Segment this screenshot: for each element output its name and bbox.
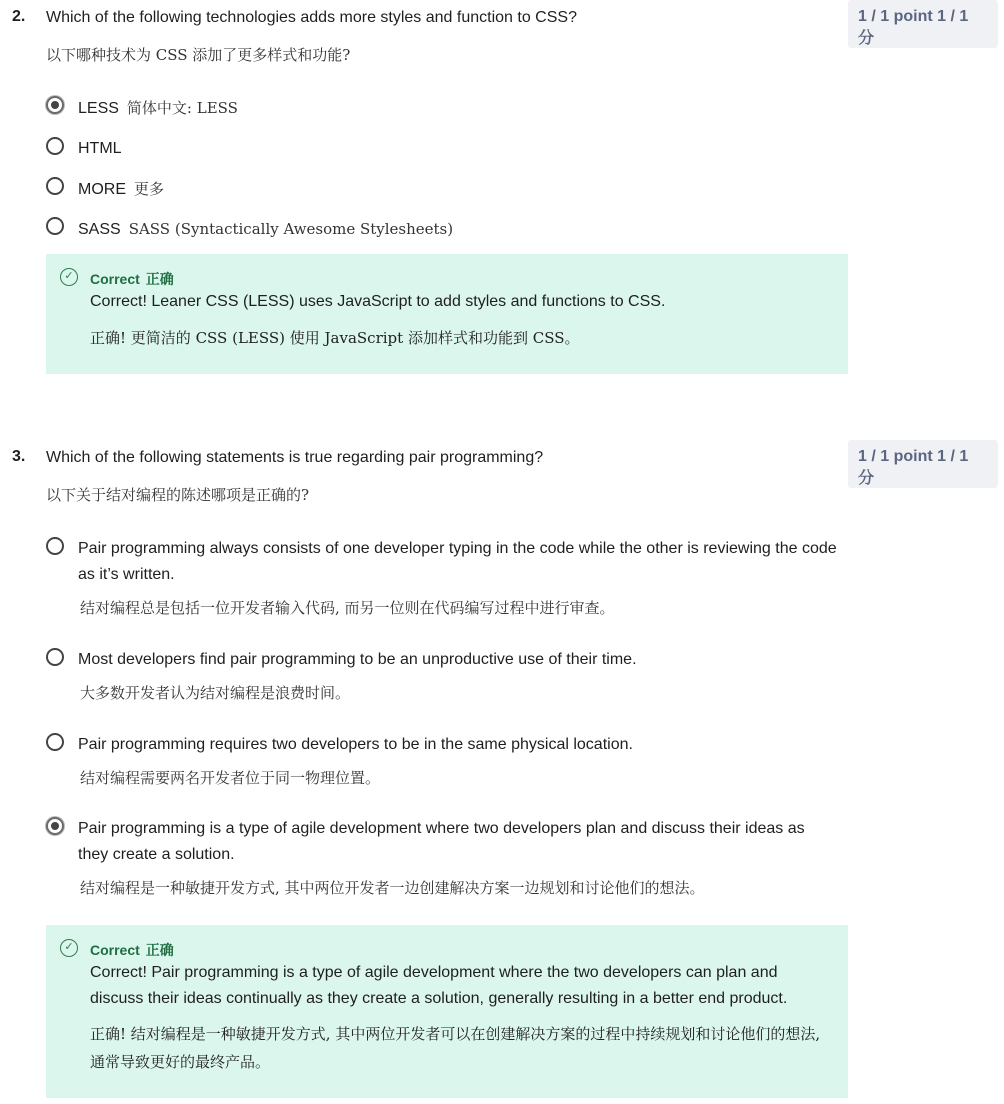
radio-button-icon[interactable] <box>46 137 64 155</box>
option-label: Most developers find pair programming to be an unproductive use of their time. <box>78 651 637 668</box>
option-label: SASS <box>78 221 121 238</box>
option-label-cn: 结对编程是一种敏捷开发方式, 其中两位开发者一边创建解决方案一边规划和讨论他们的想法。 <box>80 879 705 897</box>
feedback-text-cn: 正确! 更简洁的 CSS (LESS) 使用 JavaScript 添加样式和功能到 CSS。 <box>90 329 580 347</box>
option-label: MORE <box>78 181 126 198</box>
option-label-cn: 结对编程总是包括一位开发者输入代码, 而另一位则在代码编写过程中进行审查。 <box>80 599 615 617</box>
radio-button-icon[interactable] <box>46 217 64 235</box>
question-number: 3. <box>12 448 26 465</box>
question-text: Which of the following technologies adds more styles and function to CSS? <box>46 9 577 26</box>
check-circle-icon: ✓ <box>60 268 78 286</box>
radio-button-icon[interactable] <box>46 537 64 555</box>
feedback-text-cn: 正确! 结对编程是一种敏捷开发方式, 其中两位开发者可以在创建解决方案的过程中持续规划和讨论他们的想法, 通常导致更好的最终产品。 <box>90 1025 821 1071</box>
question-text-cn: 以下哪种技术为 CSS 添加了更多样式和功能? <box>46 46 351 64</box>
feedback-label-cn: 正确 <box>145 943 174 959</box>
question-text: Which of the following statements is true regarding pair programming? <box>46 449 544 466</box>
question-number: 2. <box>12 8 26 25</box>
feedback-text: Correct! Pair programming is a type of agile development where the two developers can plan and discuss their ideas continually as they create a solution, generally resulting in a better end product. <box>90 964 788 1007</box>
feedback-label-cn: 正确 <box>145 272 174 288</box>
question-text-cn: 以下关于结对编程的陈述哪项是正确的? <box>46 486 310 504</box>
feedback-box <box>46 254 848 374</box>
radio-button-icon[interactable] <box>46 648 64 666</box>
radio-button-icon[interactable] <box>46 817 64 835</box>
option-label: Pair programming requires two developers to be in the same physical location. <box>78 736 633 753</box>
points-badge: 1 / 1 point 1 / 1 分 <box>848 0 998 48</box>
radio-button-icon[interactable] <box>46 96 64 114</box>
feedback-label: Correct <box>90 942 140 958</box>
option-label-cn: 大多数开发者认为结对编程是浪费时间。 <box>80 684 351 702</box>
option-label: HTML <box>78 140 122 157</box>
option-label: Pair programming always consists of one developer typing in the code while the other is reviewing the code as it’s written. <box>78 540 837 583</box>
option-label-cn: SASS (Syntactically Awesome Stylesheets) <box>128 220 454 238</box>
option-label-cn: 简体中文: LESS <box>126 99 238 117</box>
radio-button-icon[interactable] <box>46 733 64 751</box>
option-label-cn: 结对编程需要两名开发者位于同一物理位置。 <box>80 769 381 787</box>
radio-button-icon[interactable] <box>46 177 64 195</box>
feedback-box <box>46 925 848 1098</box>
option-label-cn: 更多 <box>134 180 165 198</box>
points-badge: 1 / 1 point 1 / 1 分 <box>848 440 998 488</box>
feedback-label: Correct <box>90 271 140 287</box>
check-circle-icon: ✓ <box>60 939 78 957</box>
feedback-text: Correct! Leaner CSS (LESS) uses JavaScript to add styles and functions to CSS. <box>90 293 666 310</box>
option-label: LESS <box>78 100 119 117</box>
option-label: Pair programming is a type of agile development where two developers plan and discuss their ideas as they create a solution. <box>78 820 805 863</box>
